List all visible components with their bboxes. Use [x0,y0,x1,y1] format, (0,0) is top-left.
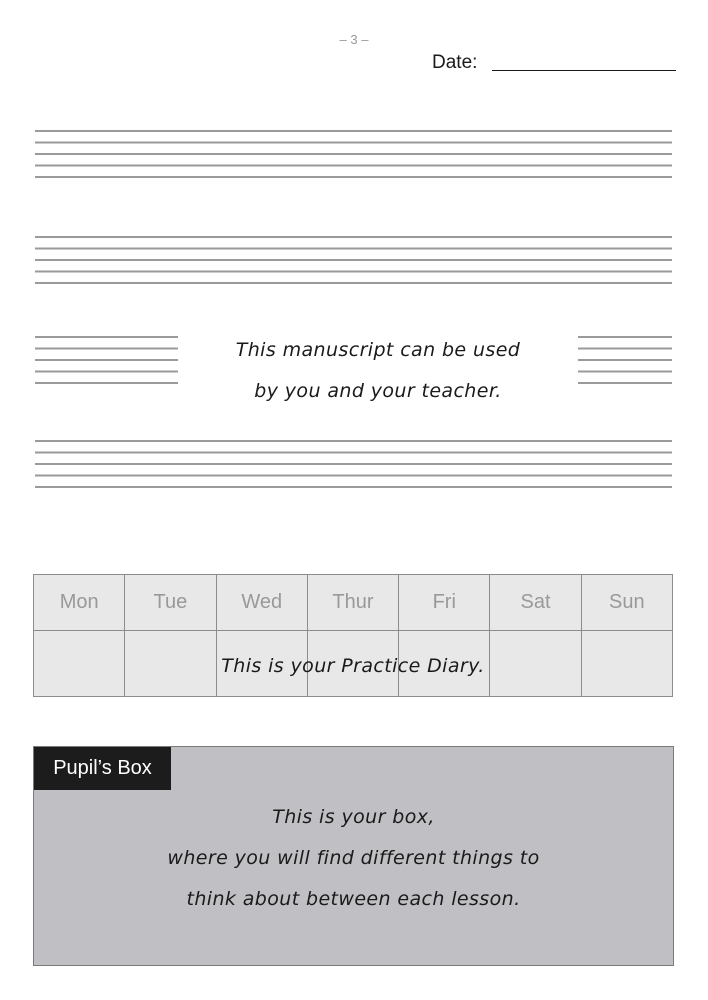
music-staff [35,440,672,489]
pupil-box-line: think about between each lesson. [186,888,521,910]
pupil-box-title: Pupil’s Box [34,747,171,790]
diary-day-mon: Mon [34,575,125,630]
date-field [432,50,676,76]
pupil-box-text [34,797,673,920]
date-label: Date: [432,52,478,73]
diary-day-fri: Fri [399,575,490,630]
pupil-box [33,746,674,966]
page-number: – 3 – [339,32,369,47]
diary-day-tue: Tue [125,575,216,630]
diary-header-row [34,575,672,631]
diary-day-wed: Wed [217,575,308,630]
diary-caption: This is your Practice Diary. [221,655,485,677]
diary-day-sun: Sun [609,591,645,613]
music-staff-short-left [35,336,178,385]
manuscript-note [178,330,578,412]
music-staff [35,236,672,285]
manuscript-note-line: by you and your teacher. [254,380,502,402]
diary-day-sat: Sat [490,575,581,630]
pupil-box-line: where you will find different things to [167,847,540,869]
pupil-box-line: This is your box, [272,806,435,828]
manuscript-note-line: This manuscript can be used [235,339,521,361]
music-staff [35,130,672,179]
music-staff-short-right [578,336,672,385]
diary-day-thur: Thur [308,575,399,630]
date-write-line [492,70,676,71]
practice-diary-table [33,574,673,697]
